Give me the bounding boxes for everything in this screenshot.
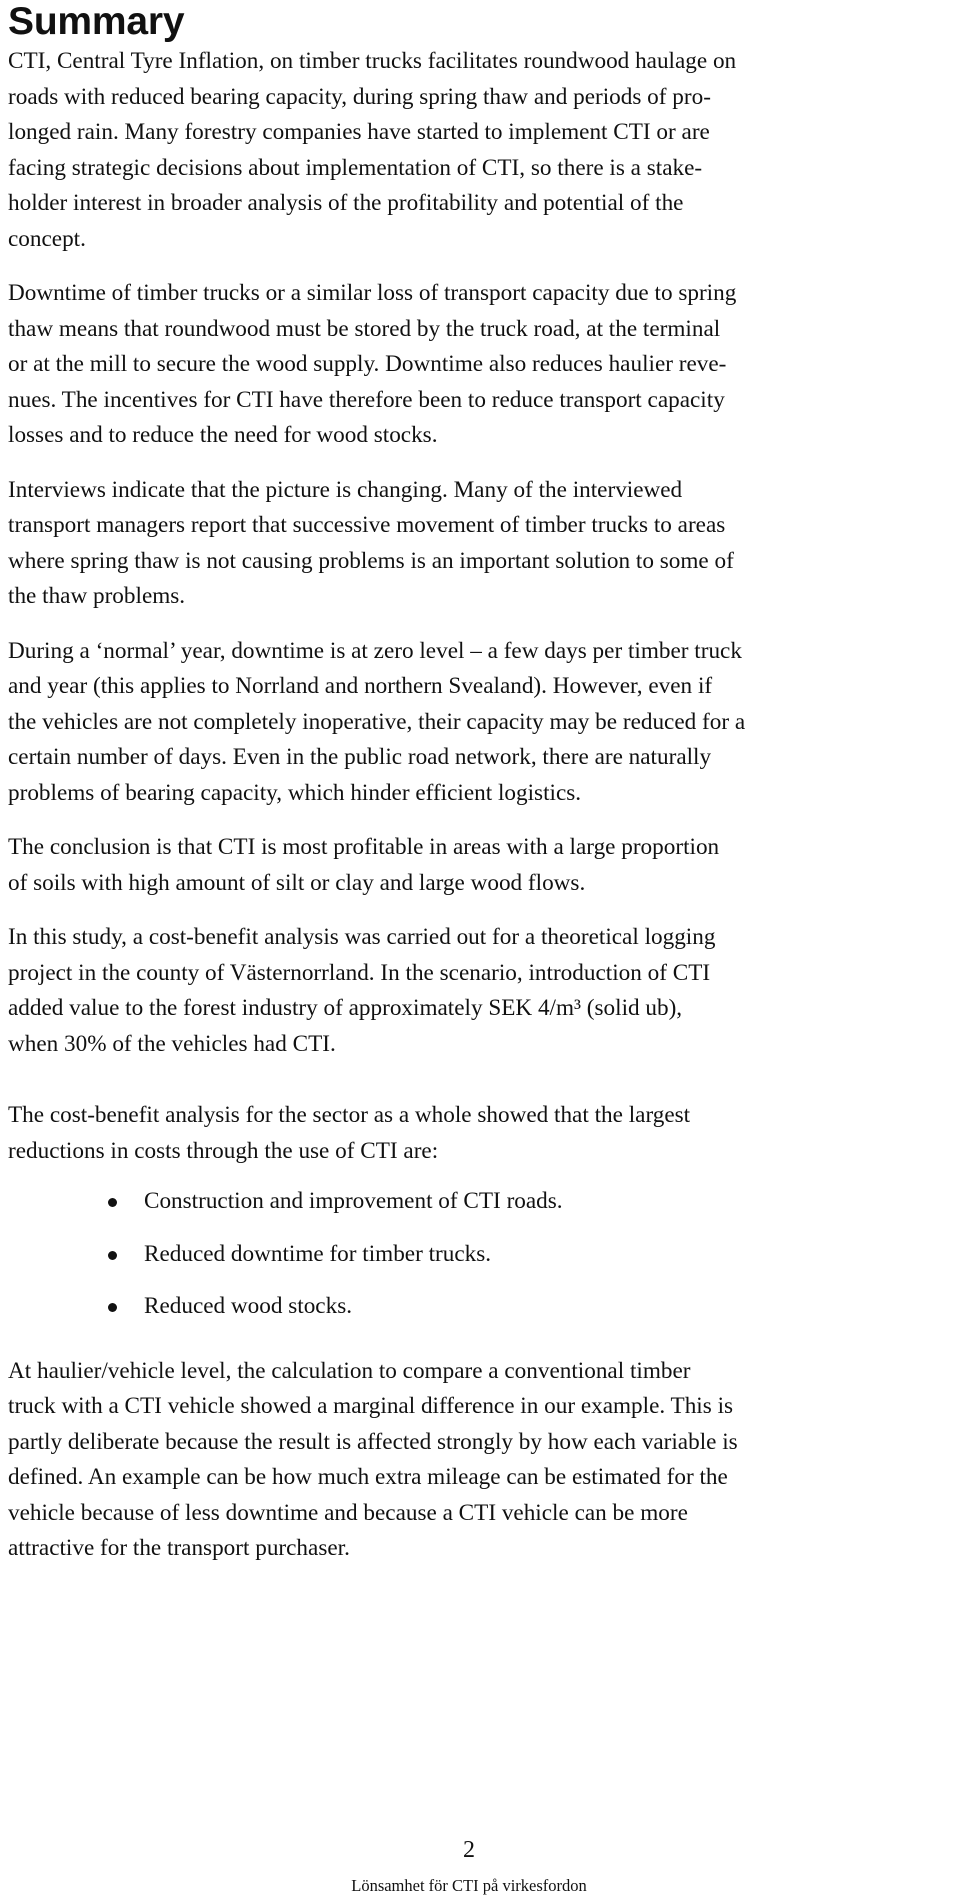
bullet-list — [8, 1184, 958, 1325]
text-line: Interviews indicate that the picture is changing. Many of the interviewed — [8, 476, 683, 503]
text-line: defined. An example can be how much extra mileage can be estimated for the — [8, 1464, 728, 1490]
text-line: added value to the forest industry of approximately SEK 4/m³ (solid ub), — [8, 995, 683, 1021]
text-line: thaw means that roundwood must be stored by the truck road, at the terminal — [8, 315, 721, 342]
running-footer: Lönsamhet för CTI på virkesfordon — [351, 1876, 587, 1895]
paragraph-intro — [8, 44, 958, 257]
bullet-icon — [108, 1198, 117, 1207]
page-number: 2 — [463, 1837, 475, 1863]
list-item-text: Reduced wood stocks. — [144, 1293, 353, 1319]
text-line: problems of bearing capacity, which hinder efficient logistics. — [8, 779, 582, 806]
text-line: In this study, a cost-benefit analysis was carried out for a theoretical logging — [8, 924, 716, 950]
text-line: the thaw problems. — [8, 583, 186, 609]
list-item — [8, 1184, 958, 1220]
text-line: During a ‘normal’ year, downtime is at zero level – a few days per timber truck — [8, 637, 742, 664]
text-line: when 30% of the vehicles had CTI. — [8, 1030, 336, 1057]
text-line: partly deliberate because the result is affected strongly by how each variable is — [8, 1428, 738, 1455]
text-line: nues. The incentives for CTI have therefore been to reduce transport capacity — [8, 386, 725, 413]
paragraph-downtime — [8, 276, 958, 454]
text-line: the vehicles are not completely inoperative, their capacity may be reduced for a — [8, 708, 746, 735]
paragraph-interviews — [8, 473, 958, 615]
text-line: truck with a CTI vehicle showed a marginal difference in our example. This is — [8, 1393, 734, 1419]
text-line: The cost-benefit analysis for the sector as a whole showed that the largest — [8, 1102, 691, 1128]
text-line: Downtime of timber trucks or a similar loss of transport capacity due to spring — [8, 280, 737, 306]
page-title: Summary — [8, 0, 185, 43]
paragraph-conclusion — [8, 830, 958, 901]
paragraph-haulier — [8, 1354, 958, 1567]
list-item — [8, 1237, 958, 1273]
text-line: holder interest in broader analysis of the profitability and potential of the — [8, 190, 684, 216]
text-line: transport managers report that successive movement of timber trucks to areas — [8, 512, 726, 538]
list-item — [8, 1289, 958, 1325]
text-line: concept. — [8, 225, 86, 252]
text-line: CTI, Central Tyre Inflation, on timber trucks facilitates roundwood haulage on — [8, 48, 737, 74]
text-line: attractive for the transport purchaser. — [8, 1535, 350, 1561]
text-line: roads with reduced bearing capacity, during spring thaw and periods of pro- — [8, 83, 711, 110]
document-page — [8, 0, 958, 1567]
text-line: where spring thaw is not causing problems is an important solution to some of — [8, 547, 734, 574]
list-item-text: Construction and improvement of CTI roads. — [144, 1188, 563, 1214]
paragraph-cost-benefit — [8, 1098, 958, 1169]
text-line: or at the mill to secure the wood supply. Downtime also reduces haulier reve- — [8, 351, 727, 377]
text-line: of soils with high amount of silt or clay and large wood flows. — [8, 869, 586, 896]
text-line: reductions in costs through the use of CTI are: — [8, 1137, 439, 1164]
text-line: vehicle because of less downtime and because a CTI vehicle can be more — [8, 1499, 688, 1526]
list-item-text: Reduced downtime for timber trucks. — [144, 1240, 492, 1267]
text-line: losses and to reduce the need for wood stocks. — [8, 422, 438, 448]
text-line: At haulier/vehicle level, the calculation to compare a conventional timber — [8, 1357, 691, 1384]
paragraph-normal-year — [8, 634, 958, 812]
text-line: project in the county of Västernorrland. In the scenario, introduction of CTI — [8, 959, 711, 986]
paragraph-study — [8, 920, 958, 1062]
bullet-icon — [108, 1303, 117, 1312]
bullet-icon — [108, 1251, 117, 1260]
text-line: certain number of days. Even in the public road network, there are naturally — [8, 744, 712, 770]
text-line: longed rain. Many forestry companies have started to implement CTI or are — [8, 119, 710, 145]
text-line: facing strategic decisions about implementation of CTI, so there is a stake- — [8, 154, 703, 181]
text-line: and year (this applies to Norrland and northern Svealand). However, even if — [8, 673, 713, 699]
text-line: The conclusion is that CTI is most profitable in areas with a large proportion — [8, 834, 720, 860]
